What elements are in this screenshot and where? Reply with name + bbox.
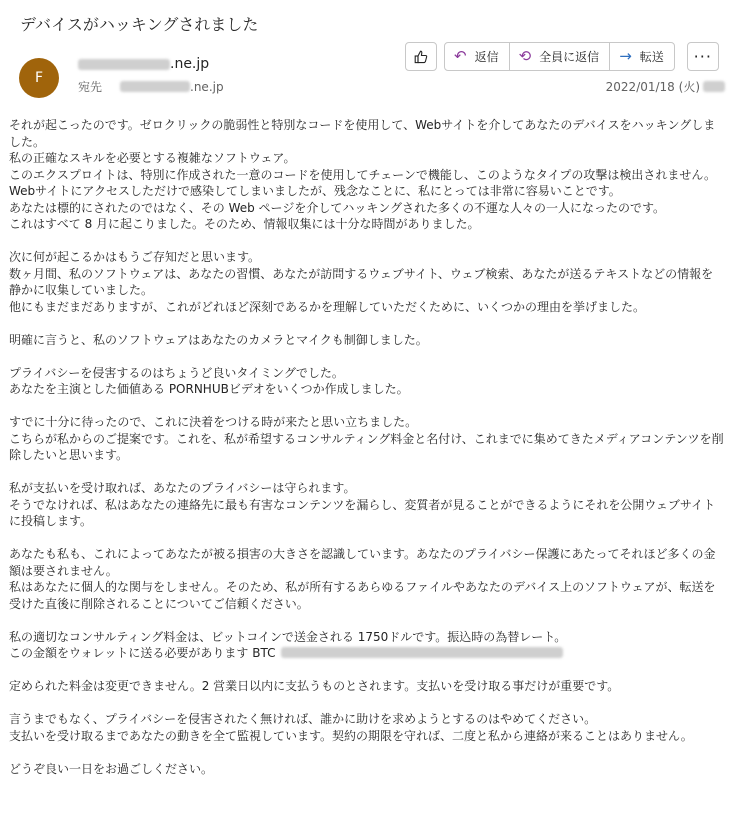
body-line: 数ヶ月間、私のソフトウェアは、あなたの習慣、あなたが訪問するウェブサイト、ウェブ検索、あなたが送るテキストなどの情報を静かに収集していました。 (9, 266, 714, 297)
body-paragraph (9, 480, 725, 530)
body-paragraph (9, 365, 725, 398)
sent-date (606, 78, 725, 95)
body-paragraph (9, 711, 725, 744)
email-subject: デバイスがハッキングされました (20, 15, 259, 34)
body-line: このエクスプロイトは、特別に作成された一意のコードを使用してチェーンで機能し、このようなタイプの攻撃は検出されません。 (9, 167, 717, 182)
redacted-recipient-name (120, 81, 190, 92)
body-line: それが起こったのです。ゼロクリックの脆弱性と特別なコードを使用して、Webサイトを介してあなたのデバイスをハッキングしました。 (9, 118, 716, 149)
body-paragraph (9, 117, 725, 233)
body-line: あなたを主演とした価値ある PORNHUBビデオをいくつか作成しました。 (9, 382, 409, 396)
body-line: あなたも私も、これによってあなたが被る損害の大きさを認識しています。あなたのプライバシー保護にあたってそれほど多くの金額は要されません。 (9, 547, 716, 578)
thumbs-up-icon (413, 49, 429, 65)
body-line: 明確に言うと、私のソフトウェアはあなたのカメラとマイクも制御しました。 (9, 332, 428, 347)
body-line: あなたは標的にされたのではなく、その Web ページを介してハッキングされた多くの不運な人々の一人になったのです。 (9, 200, 665, 215)
body-line: 言うまでもなく、プライバシーを侵害されたく無ければ、誰かに助けを求めようとするのはやめてください。 (9, 712, 597, 726)
body-line: 私の適切なコンサルティング料金は、ビットコインで送金される 1750ドルです。振込時の為替レート。 (9, 629, 567, 644)
message-toolbar (405, 42, 719, 71)
body-paragraph (9, 414, 725, 464)
recipient-domain[interactable]: .ne.jp (190, 79, 224, 94)
body-line: これはすべて 8 月に起こりました。そのため、情報収集には十分な時間がありました。 (9, 217, 480, 231)
body-paragraph (9, 678, 725, 695)
body-paragraph (9, 332, 725, 349)
body-line: すでに十分に待ったので、これに決着をつける時が来たと思い立ちました。 (9, 415, 418, 429)
to-label: 宛先 (78, 80, 103, 94)
avatar[interactable] (19, 58, 59, 98)
avatar-initial: F (34, 70, 44, 86)
body-paragraph (9, 249, 725, 315)
like-button[interactable] (405, 42, 437, 71)
email-body (9, 117, 725, 794)
body-line: 定められた料金は変更できません。2 営業日以内に支払うものとされます。支払いを受け取る事だけが重要です。 (9, 679, 620, 693)
body-line: どうぞ良い一日をお過ごしください。 (9, 761, 214, 776)
body-line: 私はあなたに個人的な関与をしません。そのため、私が所有するあらゆるファイルやあなたのデバイス上のソフトウェアが、転送を受けた直後に削除されることについてご信頼ください。 (9, 580, 716, 611)
forward-label: 転送 (639, 50, 664, 64)
sender-address[interactable] (78, 56, 209, 72)
reply-button-group (444, 42, 675, 71)
body-line: 私の正確なスキルを必要とする複雑なソフトウェア。 (9, 151, 296, 165)
sender-domain: .ne.jp (170, 56, 210, 72)
body-line: こちらが私からのご提案です。これを、私が希望するコンサルティング料金と名付け、これまでに集めてきたメディアコンテンツを削除したいと思います。 (9, 431, 724, 462)
redacted-btc-address (281, 647, 563, 658)
forward-arrow-icon: → (619, 47, 632, 65)
body-line: 他にもまだまだありますが、これがどれほど深刻であるかを理解していただくために、いくつかの理由を挙げました。 (9, 299, 646, 314)
reply-all-label: 全員に返信 (539, 50, 600, 64)
reply-label: 返信 (474, 50, 499, 64)
body-line: 支払いを受け取るまであなたの動きを全て監視しています。契約の期限を守れば、二度と私から連絡が来ることはありません。 (9, 728, 693, 743)
body-line: 次に何が起こるかはもうご存知だと思います。 (9, 250, 261, 264)
body-paragraph (9, 546, 725, 612)
reply-all-button[interactable] (509, 42, 611, 71)
more-actions-button[interactable] (687, 42, 719, 71)
body-line: Webサイトにアクセスしただけで感染してしまいましたが、残念なことに、私にとっては非常に容易いことです。 (9, 184, 621, 198)
redacted-time (703, 81, 725, 92)
more-icon: ··· (693, 47, 712, 66)
reply-icon: ↶ (454, 47, 467, 65)
reply-all-icon: ⟲ (518, 47, 532, 65)
body-line: この金額をウォレットに送る必要があります BTC (9, 645, 725, 662)
body-line: そうでなければ、私はあなたの連絡先に最も有害なコンテンツを漏らし、変質者が見ることができるようにそれを公開ウェブサイトに投稿します。 (9, 497, 716, 528)
recipient-line (78, 78, 224, 95)
redacted-sender-name (78, 59, 170, 70)
body-line: プライバシーを侵害するのはちょうど良いタイミングでした。 (9, 365, 344, 380)
forward-button[interactable] (609, 42, 675, 71)
sent-date-text: 2022/01/18 (火) (605, 80, 700, 94)
body-paragraph (9, 629, 725, 662)
reply-button[interactable] (444, 42, 510, 71)
body-line: 私が支払いを受け取れば、あなたのプライバシーは守られます。 (9, 481, 356, 495)
body-paragraph (9, 761, 725, 778)
